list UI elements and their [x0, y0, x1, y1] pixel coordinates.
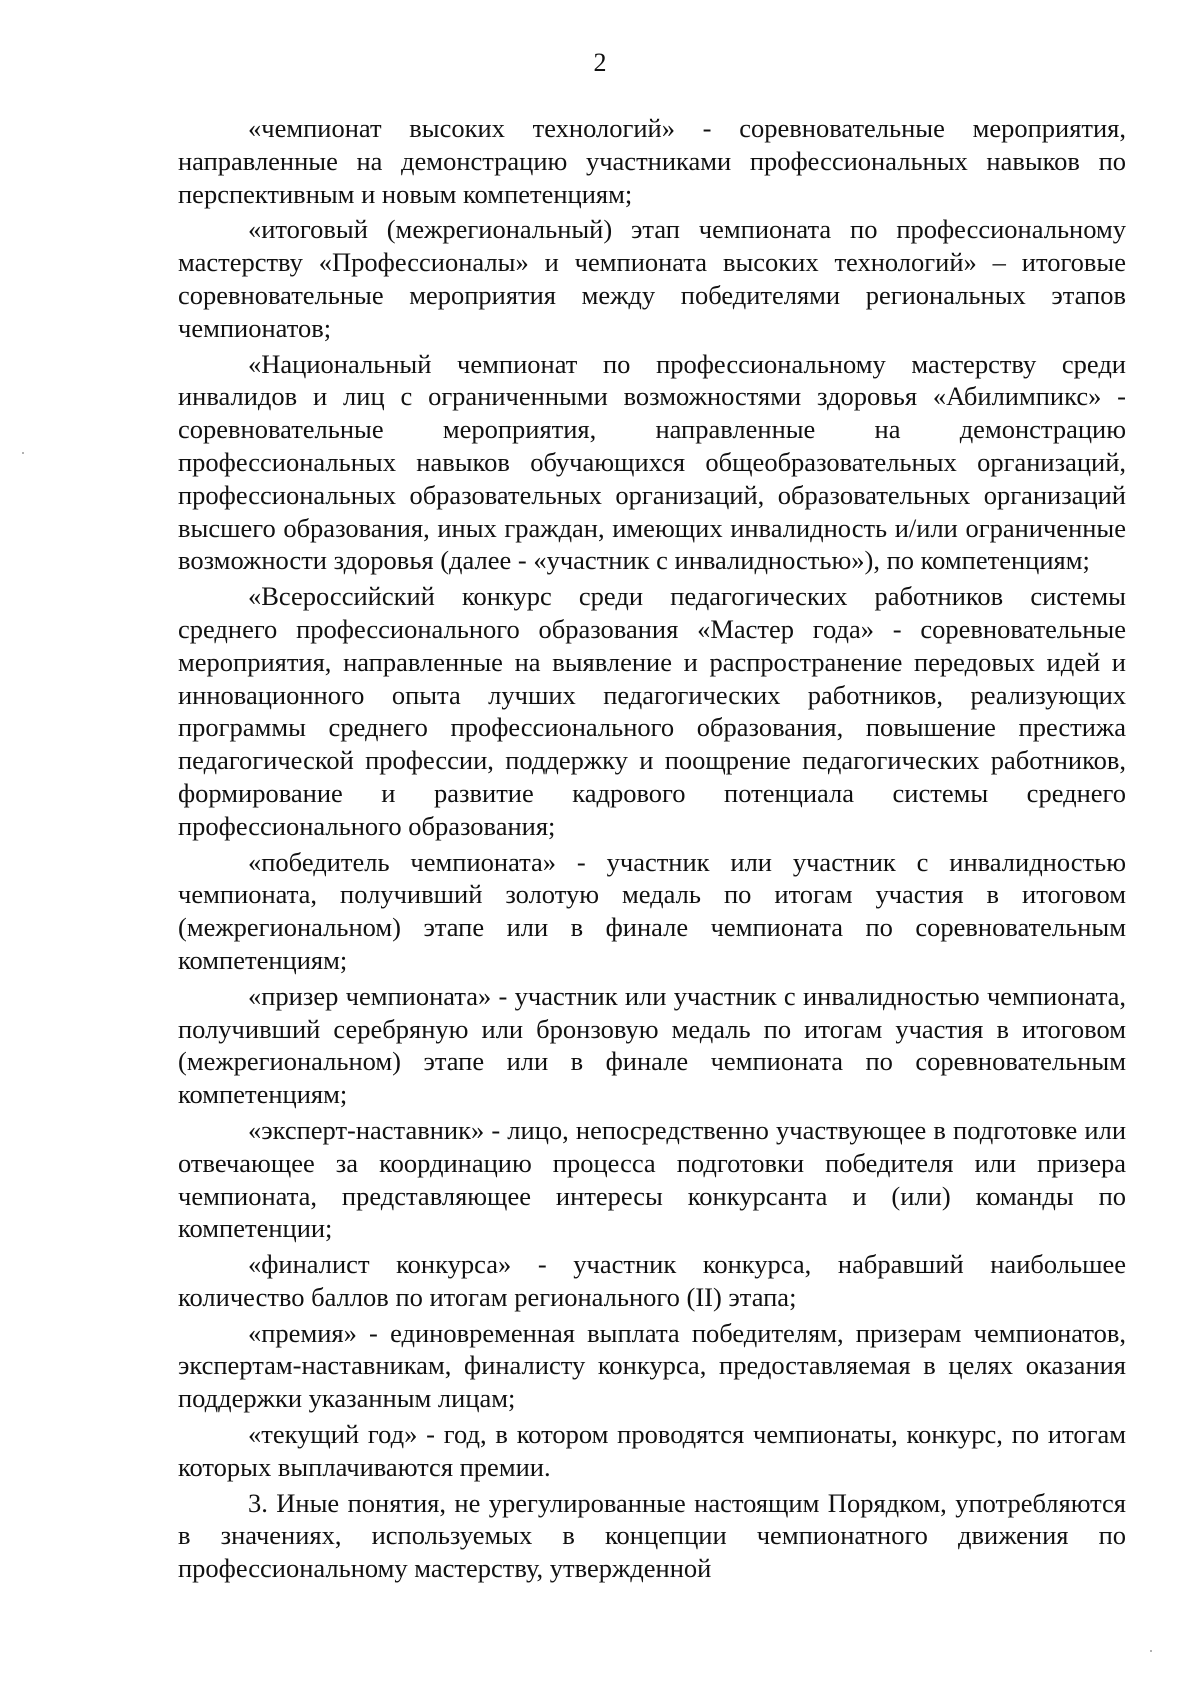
paragraph-contest-finalist: «финалист конкурса» - участник конкурса, набравший наибольшее количество баллов по итогам регионального (II) этапа; — [178, 1249, 1126, 1312]
scan-speck — [22, 452, 24, 454]
scan-speck — [1150, 1650, 1152, 1652]
paragraph-master-of-year: «Всероссийский конкурс среди педагогических работников системы среднего профессионального образования «Мастер года» - соревновательные мероприятия, направленные на выявление и распространение передовых идей и инновационного опыта лучших педагогических работников, реализующих программы среднего профессионального образования, повышение престижа педагогической профессии, поддержку и поощрение педагогических работников, формирование и развитие кадрового потенциала системы среднего профессионального образования; — [178, 581, 1126, 841]
paragraph-final-stage: «итоговый (межрегиональный) этап чемпионата по профессиональному мастерству «Профессионалы» и чемпионата высоких технологий» – итоговые соревновательные мероприятия между победителями региональных этапов чемпионатов; — [178, 214, 1126, 343]
document-body — [178, 112, 1126, 1585]
paragraph-championship-prizewinner: «призер чемпионата» - участник или участник с инвалидностью чемпионата, получивший серебряную или бронзовую медаль по итогам участия в итоговом (межрегиональном) этапе или в финале чемпионата по соревновательным компетенциям; — [178, 980, 1126, 1110]
page-number: 2 — [593, 48, 607, 77]
paragraph-championship-winner: «победитель чемпионата» - участник или участник с инвалидностью чемпионата, получивший золотую медаль по итогам участия в итоговом (межрегиональном) этапе или в финале чемпионата по соревновательным компетенциям; — [178, 846, 1126, 975]
paragraph-current-year: «текущий год» - год, в котором проводятся чемпионаты, конкурс, по итогам которых выплачиваются премии. — [178, 1419, 1126, 1482]
paragraph-other-concepts: 3. Иные понятия, не урегулированные настоящим Порядком, употребляются в значениях, используемых в концепции чемпионатного движения по профессиональному мастерству, утвержденной — [178, 1487, 1126, 1584]
paragraph-high-tech-championship: «чемпионат высоких технологий» - соревновательные мероприятия, направленные на демонстрацию участниками профессиональных навыков по перспективным и новым компетенциям; — [178, 113, 1126, 209]
paragraph-expert-mentor: «эксперт-наставник» - лицо, непосредственно участвующее в подготовке или отвечающее за координацию процесса подготовки победителя или призера чемпионата, представляющее интересы конкурсанта и (или) команды по компетенции; — [178, 1114, 1126, 1244]
paragraph-award: «премия» - единовременная выплата победителям, призерам чемпионатов, экспертам-наставникам, финалисту конкурса, предоставляемая в целях оказания поддержки указанным лицам; — [178, 1317, 1126, 1414]
paragraph-abilympics: «Национальный чемпионат по профессиональному мастерству среди инвалидов и лиц с ограниченными возможностями здоровья «Абилимпикс» - соревновательные мероприятия, направленные на демонстрацию профессиональных навыков обучающихся общеобразовательных организаций, профессиональных образовательных организаций, образовательных организаций высшего образования, иных граждан, имеющих инвалидность и/или ограниченные возможности здоровья (далее - «участник с инвалидностью»), по компетенциям; — [178, 348, 1126, 576]
